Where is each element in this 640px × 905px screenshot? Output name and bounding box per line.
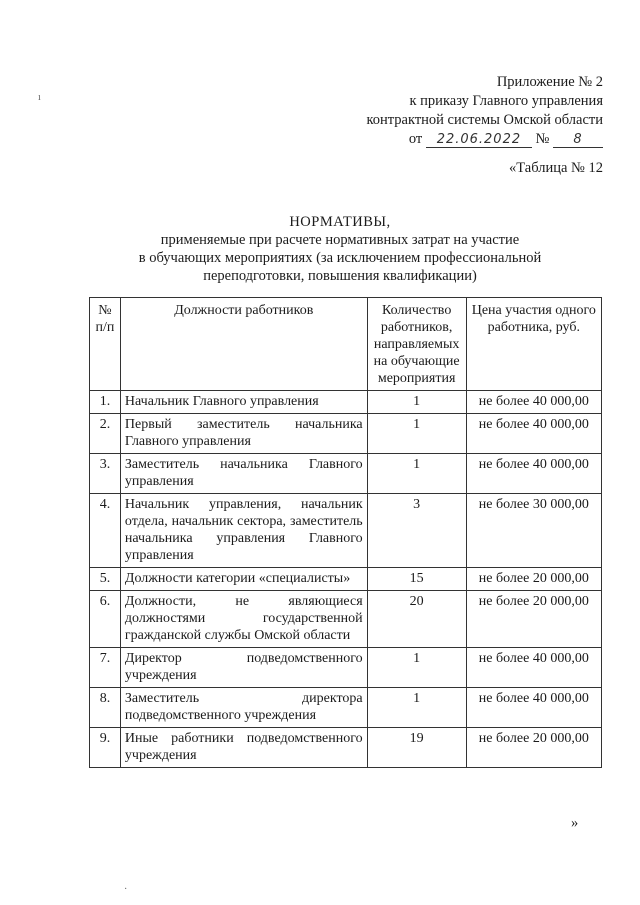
table-row xyxy=(90,591,602,648)
row-position: Директор подведомственного учреждения xyxy=(120,648,367,688)
row-num: 2. xyxy=(90,414,121,454)
title-line-1: применяемые при расчете нормативных затрат на участие xyxy=(160,232,520,248)
row-num: 6. xyxy=(90,591,121,648)
row-count: 20 xyxy=(367,591,466,648)
row-num: 8. xyxy=(90,688,121,728)
row-price: не более 30 000,00 xyxy=(466,494,601,568)
appendix-header xyxy=(366,73,603,149)
table-row xyxy=(90,414,602,454)
title-line-2: в обучающих мероприятиях (за исключением профессиональной xyxy=(138,250,542,266)
order-date-field xyxy=(426,132,532,148)
row-count: 1 xyxy=(367,454,466,494)
row-price: не более 20 000,00 xyxy=(466,591,601,648)
row-price: не более 40 000,00 xyxy=(466,454,601,494)
row-price: не более 40 000,00 xyxy=(466,648,601,688)
header-count: Количество работников, направляемых на обучающие мероприятия xyxy=(367,298,466,391)
row-position: Иные работники подведомственного учреждения xyxy=(120,728,367,768)
scan-speck: ı xyxy=(38,92,41,103)
row-num: 1. xyxy=(90,391,121,414)
row-count: 3 xyxy=(367,494,466,568)
appendix-line-2: к приказу Главного управления xyxy=(409,93,603,109)
row-position: Должности категории «специалисты» xyxy=(120,568,367,591)
order-number-handwritten: 8 xyxy=(573,132,583,147)
row-count: 1 xyxy=(367,648,466,688)
row-count: 15 xyxy=(367,568,466,591)
table-reference: «Таблица № 12 xyxy=(509,160,603,176)
table-row xyxy=(90,494,602,568)
row-position: Заместитель директора подведомственного учреждения xyxy=(120,688,367,728)
date-prefix: от xyxy=(408,131,423,147)
row-position: Должности, не являющиеся должностями государственной гражданской службы Омской области xyxy=(120,591,367,648)
table-row xyxy=(90,391,602,414)
header-price: Цена участия одного работника, руб. xyxy=(466,298,601,391)
appendix-line-1: Приложение № 2 xyxy=(496,74,603,90)
closing-quote: » xyxy=(571,815,579,831)
row-num: 5. xyxy=(90,568,121,591)
title-line-3: переподготовки, повышения квалификации) xyxy=(203,268,477,284)
order-number-field xyxy=(553,132,603,148)
row-count: 1 xyxy=(367,688,466,728)
table-row xyxy=(90,568,602,591)
document-title xyxy=(120,213,560,285)
appendix-line-3: контрактной системы Омской области xyxy=(366,112,603,128)
table-row xyxy=(90,728,602,768)
row-num: 3. xyxy=(90,454,121,494)
row-position: Начальник Главного управления xyxy=(120,391,367,414)
header-position: Должности работников xyxy=(120,298,367,391)
row-price: не более 20 000,00 xyxy=(466,568,601,591)
scan-speck: · xyxy=(124,884,128,895)
row-price: не более 40 000,00 xyxy=(466,414,601,454)
norms-table xyxy=(89,297,602,768)
table-row xyxy=(90,648,602,688)
order-date-line xyxy=(366,130,603,149)
row-count: 1 xyxy=(367,391,466,414)
table-header-row xyxy=(90,298,602,391)
row-num: 7. xyxy=(90,648,121,688)
row-count: 19 xyxy=(367,728,466,768)
title-main: НОРМАТИВЫ, xyxy=(289,214,391,230)
table-row xyxy=(90,688,602,728)
header-num: № п/п xyxy=(90,298,121,391)
row-position: Начальник управления, начальник отдела, начальник сектора, заместитель начальника управления Главного управления xyxy=(120,494,367,568)
row-price: не более 40 000,00 xyxy=(466,391,601,414)
row-price: не более 20 000,00 xyxy=(466,728,601,768)
table-row xyxy=(90,454,602,494)
row-price: не более 40 000,00 xyxy=(466,688,601,728)
row-count: 1 xyxy=(367,414,466,454)
row-num: 4. xyxy=(90,494,121,568)
row-position: Заместитель начальника Главного управления xyxy=(120,454,367,494)
row-position: Первый заместитель начальника Главного управления xyxy=(120,414,367,454)
number-prefix: № xyxy=(535,131,550,147)
row-num: 9. xyxy=(90,728,121,768)
order-date-handwritten: 22.06.2022 xyxy=(436,132,522,147)
